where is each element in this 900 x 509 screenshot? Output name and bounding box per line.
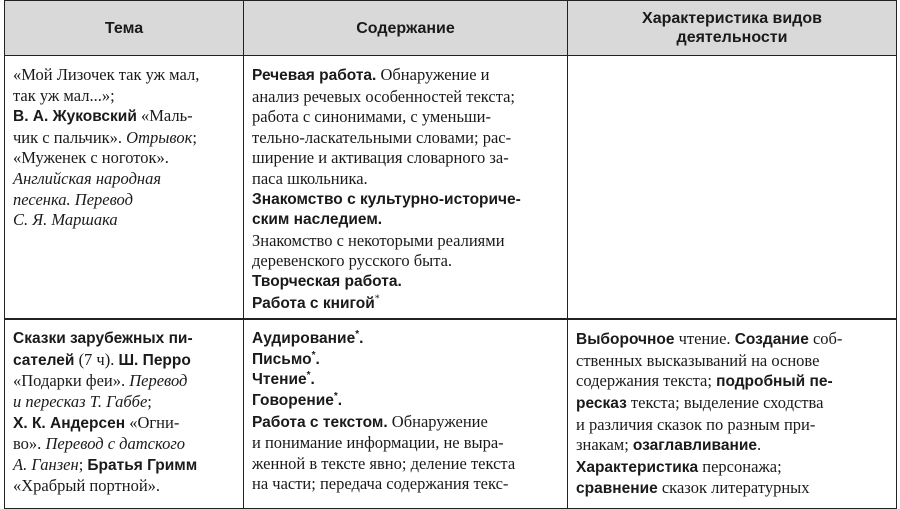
content-cell <box>244 56 568 320</box>
text-fragment: Выборочное <box>576 331 675 349</box>
text-line <box>576 371 890 393</box>
text-fragment: и пересказ Т. Габбе <box>13 391 148 411</box>
table-row <box>5 319 897 509</box>
theme-cell <box>5 56 244 320</box>
text-fragment: «Подарки феи». <box>13 371 130 391</box>
header-content: Содержание <box>244 1 568 56</box>
text-fragment: . <box>757 435 762 455</box>
text-line: «Храбрый портной». <box>13 476 161 496</box>
text-line: работа с синонимами, с уменьши- <box>252 107 492 127</box>
text-line: песенка. Перевод <box>13 189 133 209</box>
activity-cell <box>568 319 897 509</box>
text-line: и понимание информации, не выра- <box>252 433 504 453</box>
author-name: Ш. Перро <box>118 351 191 369</box>
text-fragment: . <box>315 350 320 368</box>
text-fragment: во». <box>13 434 46 454</box>
content-cell <box>244 319 568 509</box>
text-line: анализ речевых особенностей текста; <box>252 86 516 106</box>
text-line: на части; передача содержания текс- <box>252 474 509 494</box>
text-fragment: . <box>337 391 343 409</box>
text-line: Английская народная <box>13 168 162 188</box>
theme-cell <box>5 319 244 509</box>
text-line: С. Я. Маршака <box>13 210 118 230</box>
text-fragment: Характеристика <box>576 458 699 476</box>
header-activity <box>568 1 897 56</box>
section-heading: Сказки зарубежных пи- <box>13 330 193 348</box>
section-heading <box>252 329 561 350</box>
header-activity-line: Характеристика видов <box>642 10 822 27</box>
section-heading: Знакомство с культурно-историче- <box>252 190 521 208</box>
activity-cell <box>568 56 897 320</box>
section-heading: Речевая работа. <box>252 67 377 84</box>
text-fragment: персонажа; <box>698 456 782 476</box>
text-line <box>576 435 890 457</box>
text-fragment: «Огни- <box>125 412 180 432</box>
author-name: В. А. Жуковский <box>13 108 137 126</box>
text-fragment: Обнаружение <box>387 411 488 431</box>
section-heading <box>252 370 561 391</box>
text-fragment: ; <box>192 127 197 147</box>
text-line: деревенского русского быта. <box>252 251 453 271</box>
table-row <box>5 56 897 320</box>
text-line <box>576 478 890 500</box>
text-line: тельно-ласкательными словами; рас- <box>252 127 512 147</box>
text-fragment: Чтение <box>252 371 307 389</box>
text-fragment: соб- <box>808 329 843 349</box>
text-fragment: «Маль- <box>136 106 193 126</box>
header-activity-line: деятельности <box>676 29 788 46</box>
author-name: Х. К. Андерсен <box>13 414 126 432</box>
text-fragment: А. Ганзен <box>13 454 79 474</box>
text-fragment: Говорение <box>252 391 334 409</box>
section-heading: Работа с книгой <box>252 294 375 312</box>
text-fragment: содержания текста; <box>576 371 717 391</box>
text-fragment: Аудирование <box>252 330 356 348</box>
text-line <box>13 128 237 149</box>
text-line <box>13 392 237 413</box>
text-line: Знакомство с некоторыми реалиями <box>252 230 505 250</box>
text-line: так уж мал...»; <box>13 85 115 105</box>
text-fragment: (7 ч). <box>74 349 119 369</box>
section-heading: Работа с текстом. <box>252 413 388 431</box>
header-theme: Тема <box>5 1 244 56</box>
text-fragment: чик с пальчик». <box>13 127 127 147</box>
text-fragment: чтение. <box>674 329 735 349</box>
text-fragment: ресказ <box>576 394 627 412</box>
text-fragment: Перевод с датского <box>45 434 186 454</box>
text-line <box>576 393 890 415</box>
text-line: паса школьника. <box>252 168 368 188</box>
text-line <box>13 371 237 392</box>
author-name: Братья Гримм <box>87 456 198 474</box>
curriculum-table <box>4 0 897 509</box>
footnote-mark: * <box>374 293 380 305</box>
text-fragment: . <box>310 371 315 389</box>
section-heading: Творческая работа. <box>252 272 402 290</box>
text-line <box>576 329 890 351</box>
text-line: и различия сказок по разным при- <box>576 414 816 434</box>
text-fragment: сравнение <box>576 480 658 498</box>
table-header-row <box>5 1 897 56</box>
text-line: «Муженек с ноготок». <box>13 148 169 168</box>
footnote-mark: * <box>355 328 360 340</box>
text-fragment: сказок литературных <box>657 478 810 498</box>
section-heading <box>252 391 561 412</box>
text-line <box>13 350 237 372</box>
text-fragment: подробный пе- <box>716 373 833 391</box>
text-line: ственных высказываний на основе <box>576 350 820 370</box>
text-fragment: Создание <box>734 331 809 349</box>
text-fragment: сателей <box>13 351 75 369</box>
text-line <box>252 293 561 315</box>
text-fragment: озаглавливание <box>632 437 757 455</box>
text-fragment: Отрывок <box>126 127 193 147</box>
text-line <box>252 412 561 434</box>
text-line <box>13 434 237 455</box>
text-fragment: Обнаружение и <box>376 65 490 84</box>
text-fragment: текста; выделение сходства <box>626 392 824 412</box>
footnote-mark: * <box>333 390 338 402</box>
section-heading <box>252 350 561 371</box>
footnote-mark: * <box>306 370 311 382</box>
footnote-mark: * <box>311 349 316 361</box>
text-fragment: . <box>359 330 364 348</box>
text-line <box>13 455 237 477</box>
text-line: «Мой Лизочек так уж мал, <box>13 65 200 84</box>
text-fragment: знакам; <box>576 435 633 455</box>
text-line <box>13 413 237 435</box>
text-line <box>576 457 890 479</box>
text-fragment: Перевод <box>129 371 188 391</box>
text-line: женной в тексте явно; деление текста <box>252 453 516 473</box>
text-fragment: Письмо <box>252 350 312 368</box>
text-line <box>13 106 237 128</box>
section-heading: ским наследием. <box>252 211 383 229</box>
text-line <box>252 65 561 87</box>
text-fragment: ; <box>78 454 88 474</box>
text-fragment: ; <box>147 391 152 411</box>
text-line: ширение и активация словарного за- <box>252 148 509 168</box>
